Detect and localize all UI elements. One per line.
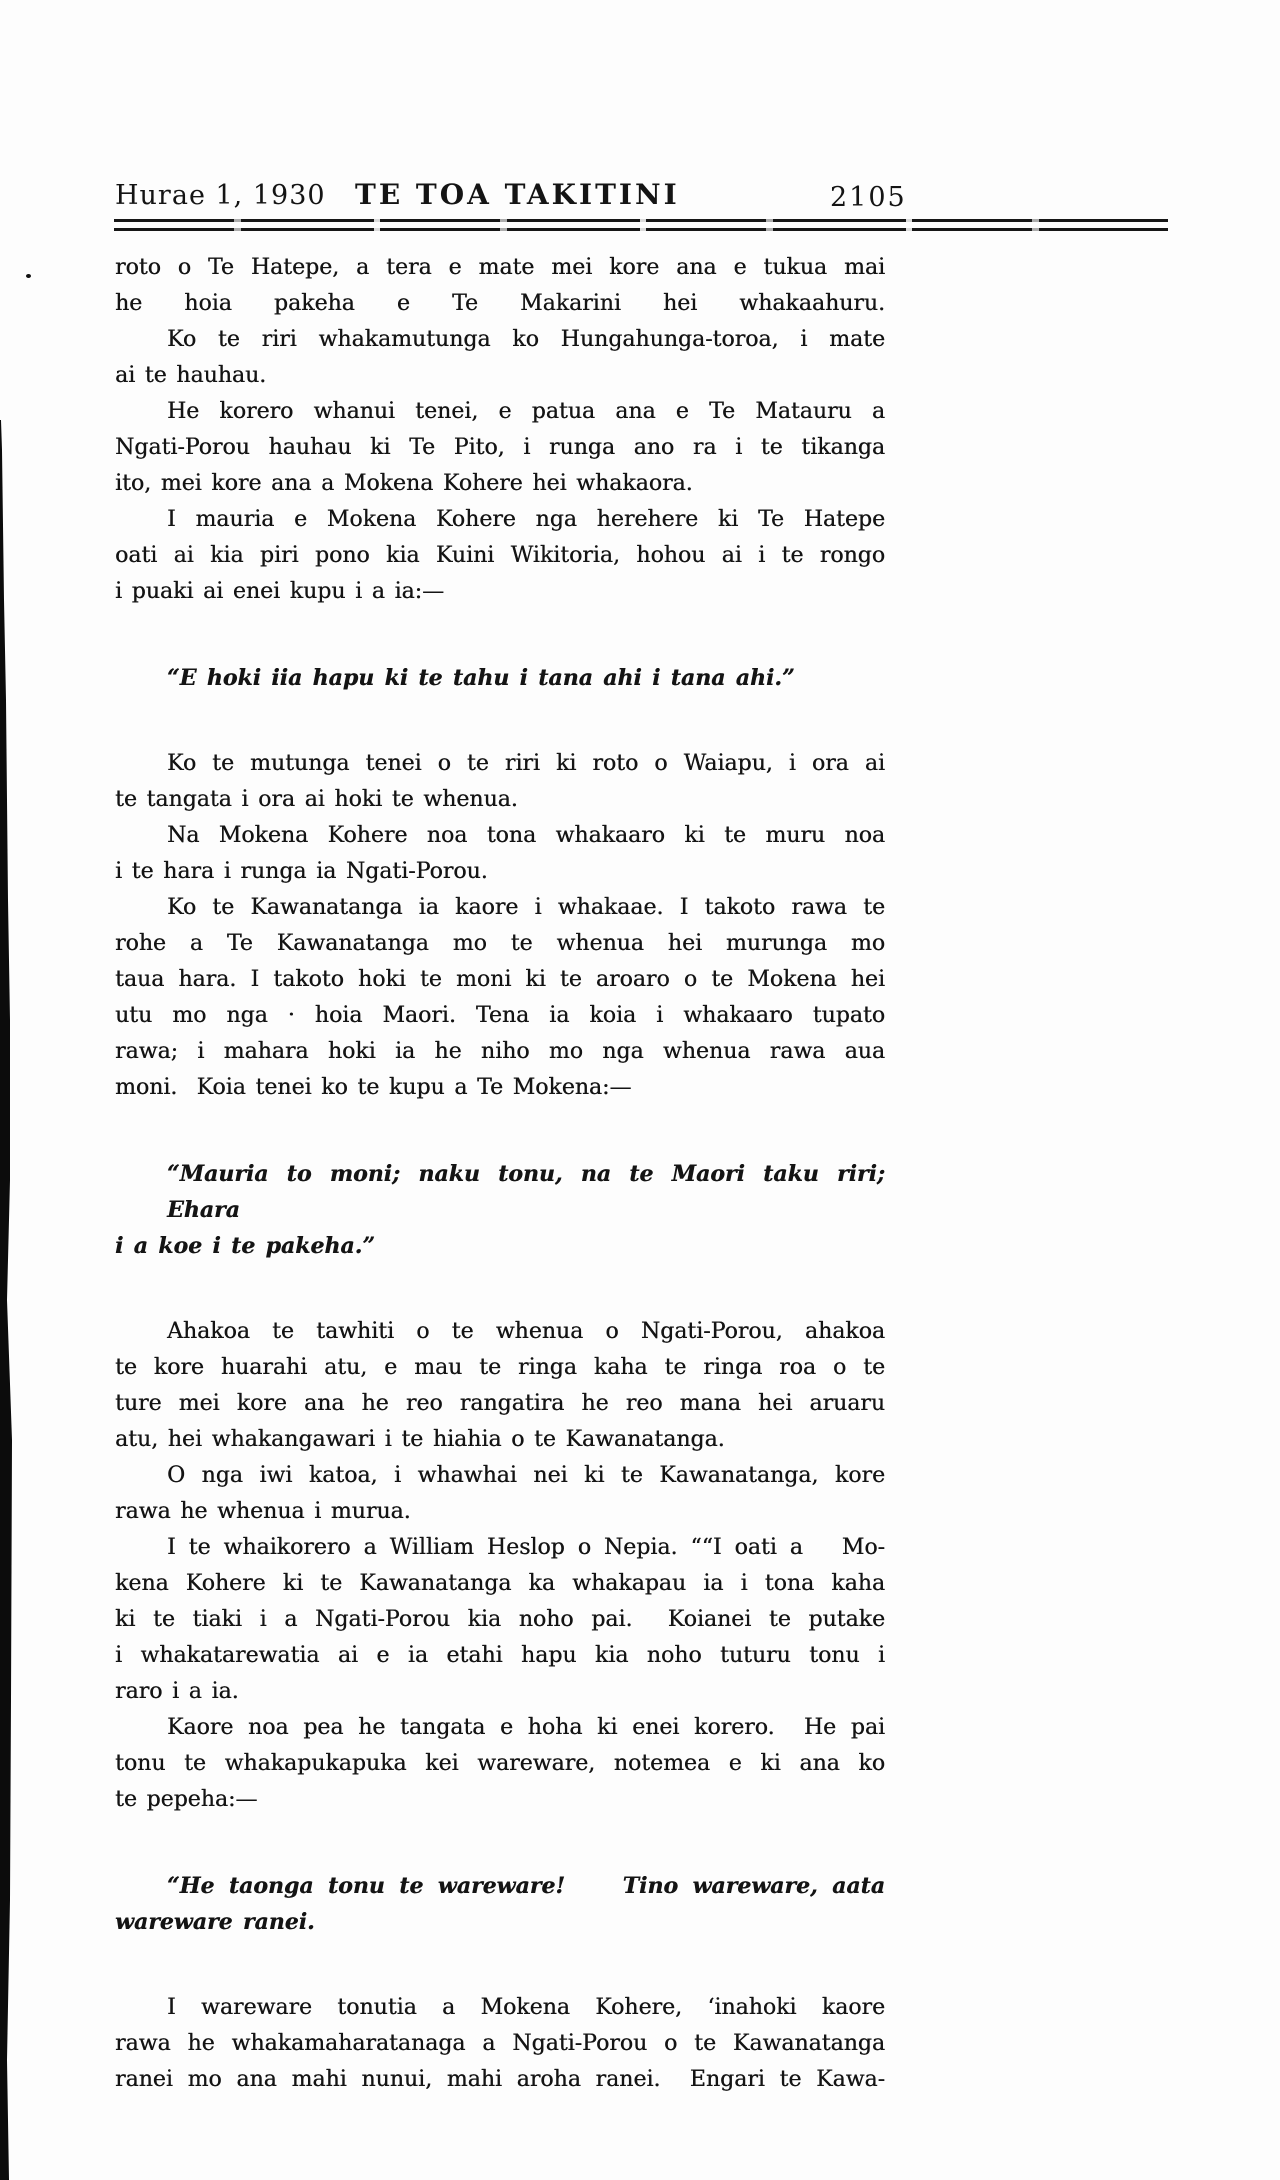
text-line: O nga iwi katoa, i whawhai nei ki te Kawanatanga, kore: [167, 1463, 885, 1488]
text-line: Ko te riri whakamutunga ko Hungahunga-toroa, i mate: [167, 327, 885, 352]
text-line: rohe a Te Kawanatanga mo te whenua hei murunga mo: [115, 931, 885, 956]
ink-speck-artifact: [26, 274, 31, 278]
rule-line-bottom: [114, 228, 1168, 231]
page-title: TE TOA TAKITINI: [355, 178, 680, 211]
header-date: Hurae 1, 1930: [115, 180, 326, 211]
paragraph: [115, 1530, 885, 1710]
paragraph: [115, 818, 885, 890]
text-line: i te hara i runga ia Ngati-Porou.: [115, 859, 488, 884]
text-line: I mauria e Mokena Kohere nga herehere ki Te Hatepe: [167, 507, 885, 532]
text-line: wareware ranei.: [115, 1909, 315, 1935]
text-line: i a koe i te pakeha.”: [115, 1233, 375, 1259]
paragraph: [115, 890, 885, 1106]
paragraph: [115, 322, 885, 394]
text-line: Ngati-Porou hauhau ki Te Pito, i runga ano ra i te tikanga: [115, 435, 885, 460]
text-line: “E hoki iia hapu ki te tahu i tana ahi i tana ahi.”: [167, 665, 795, 691]
quote-paragraph: [115, 1156, 885, 1264]
text-line: kena Kohere ki te Kawanatanga ka whakapau ia i tona kaha: [115, 1571, 885, 1596]
paragraph: [115, 394, 885, 502]
text-line: rawa; i mahara hoki ia he niho mo nga whenua rawa aua: [115, 1039, 885, 1064]
text-line: i puaki ai enei kupu i a ia:—: [115, 579, 445, 604]
rule-line-top: [114, 219, 1168, 222]
text-line: He korero whanui tenei, e patua ana e Te Matauru a: [167, 399, 885, 424]
text-line: ai te hauhau.: [115, 363, 267, 388]
text-line: te pepeha:—: [115, 1787, 258, 1812]
text-line: roto o Te Hatepe, a tera e mate mei kore ana e tukua mai: [115, 255, 885, 280]
text-line: “Mauria to moni; naku tonu, na te Maori taku riri; Ehara: [167, 1161, 885, 1223]
paragraph: [115, 1990, 885, 2098]
text-line: “He taonga tonu te wareware! Tino wareware, aata: [167, 1873, 885, 1899]
paragraph: [115, 250, 885, 322]
article-body: [115, 250, 885, 2098]
text-line: raro i a ia.: [115, 1679, 239, 1704]
text-line: atu, hei whakangawari i te hiahia o te Kawanatanga.: [115, 1427, 725, 1452]
text-line: Ko te Kawanatanga ia kaore i whakaae. I takoto rawa te: [167, 895, 885, 920]
text-line: rawa he whakamaharatanaga a Ngati-Porou o te Kawanatanga: [115, 2031, 885, 2056]
paragraph: [115, 746, 885, 818]
text-line: te kore huarahi atu, e mau te ringa kaha te ringa roa o te: [115, 1355, 885, 1380]
scan-gutter-artifact: [0, 420, 16, 2180]
text-line: Ahakoa te tawhiti o te whenua o Ngati-Porou, ahakoa: [167, 1319, 885, 1344]
text-line: ranei mo ana mahi nunui, mahi aroha ranei. Engari te Kawa-: [115, 2067, 885, 2092]
text-line: moni. Koia tenei ko te kupu a Te Mokena:—: [115, 1075, 632, 1100]
paragraph: [115, 502, 885, 610]
text-line: I te whaikorero a William Heslop o Nepia. ““I oati a Mo-: [167, 1535, 885, 1560]
text-line: ki te tiaki i a Ngati-Porou kia noho pai. Koianei te putake: [115, 1607, 885, 1632]
text-line: oati ai kia piri pono kia Kuini Wikitoria, hohou ai i te rongo: [115, 543, 885, 568]
header-double-rule: [114, 219, 1168, 233]
quote-paragraph: [115, 1868, 885, 1940]
text-line: I wareware tonutia a Mokena Kohere, ʻinahoki kaore: [167, 1995, 885, 2020]
text-line: tonu te whakapukapuka kei wareware, notemea e ki ana ko: [115, 1751, 885, 1776]
text-line: ito, mei kore ana a Mokena Kohere hei whakaora.: [115, 471, 693, 496]
paragraph: [115, 1314, 885, 1458]
text-line: te tangata i ora ai hoki te whenua.: [115, 787, 518, 812]
text-line: rawa he whenua i murua.: [115, 1499, 411, 1524]
text-line: Kaore noa pea he tangata e hoha ki enei korero. He pai: [167, 1715, 885, 1740]
paragraph: [115, 1710, 885, 1818]
text-line: ture mei kore ana he reo rangatira he reo mana hei aruaru: [115, 1391, 885, 1416]
text-line: Ko te mutunga tenei o te riri ki roto o Waiapu, i ora ai: [167, 751, 885, 776]
text-line: taua hara. I takoto hoki te moni ki te aroaro o te Mokena hei: [115, 967, 885, 992]
text-line: Na Mokena Kohere noa tona whakaaro ki te muru noa: [167, 823, 885, 848]
quote-paragraph: [115, 660, 885, 696]
page-number: 2105: [830, 182, 907, 213]
text-line: utu mo nga · hoia Maori. Tena ia koia i whakaaro tupato: [115, 1003, 885, 1028]
text-line: he hoia pakeha e Te Makarini hei whakaahuru.: [115, 291, 885, 316]
paragraph: [115, 1458, 885, 1530]
text-line: i whakatarewatia ai e ia etahi hapu kia noho tuturu tonu i: [115, 1643, 885, 1668]
